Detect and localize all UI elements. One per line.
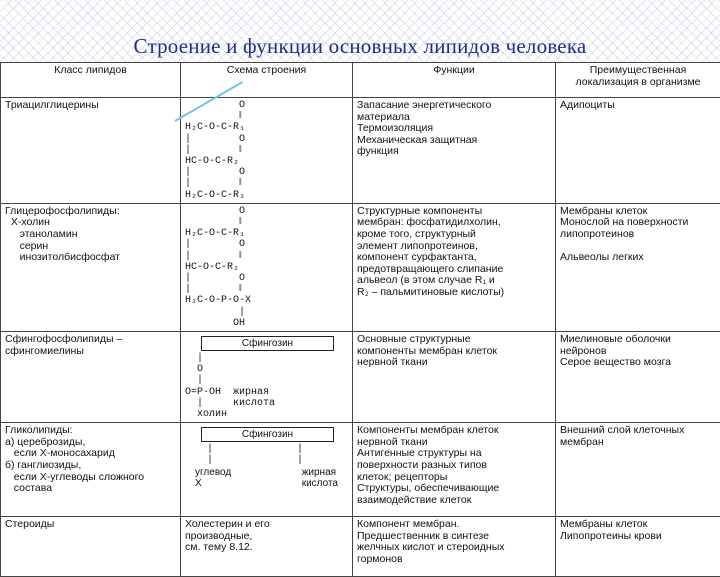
text-line: Альвеолы легких <box>560 252 716 264</box>
text-line: Серое вещество мозга <box>560 357 716 369</box>
header-function: Функции <box>353 63 556 98</box>
formula-line: | O <box>185 273 348 284</box>
text-line: производные, <box>185 531 348 543</box>
leg-line: кислота <box>302 478 338 489</box>
slide-title: Строение и функции основных липидов человека <box>0 34 720 59</box>
table-header-row <box>1 63 720 98</box>
row-location-cell <box>556 203 720 331</box>
text-line: элемент липопротеинов, <box>357 241 551 253</box>
leg-line: жирная <box>302 467 338 478</box>
row-location-cell <box>556 98 720 204</box>
row-class-cell <box>1 332 181 423</box>
row-class-cell <box>1 423 181 517</box>
row-scheme-cell <box>181 517 353 577</box>
text-line: Запасание энергетического <box>357 100 551 112</box>
text-line: серин <box>5 241 176 253</box>
leg-line: X <box>195 478 231 489</box>
scheme-formula <box>185 100 348 201</box>
formula-line: O=P-OH жирная <box>185 387 348 398</box>
header-class: Класс липидов <box>1 63 181 98</box>
table-row <box>1 332 720 423</box>
text-line: гормонов <box>357 554 551 566</box>
formula-line: | кислота <box>185 398 348 409</box>
row-class-cell <box>1 98 181 204</box>
text-line: альвеол (в этом случае R₁ и <box>357 275 551 287</box>
formula-line: | <box>185 353 348 364</box>
text-line: если Х-углеводы сложного <box>5 472 176 484</box>
row-function-cell <box>353 332 556 423</box>
text-line: X-холин <box>5 217 176 229</box>
text-line: б) ганглиозиды, <box>5 460 176 472</box>
lipids-table <box>0 62 720 577</box>
text-line: Гликолипиды: <box>5 425 176 437</box>
text-line: Стероиды <box>5 519 176 531</box>
leg-line: углевод <box>195 467 231 478</box>
row-scheme-cell <box>181 203 353 331</box>
formula-line: холин <box>185 409 348 420</box>
row-function-cell <box>353 423 556 517</box>
row-class-cell <box>1 203 181 331</box>
formula-line: H₂C-O-P-O-X <box>185 295 348 306</box>
text-line: Монослой на поверхности <box>560 217 716 229</box>
table-row <box>1 517 720 577</box>
formula-line: | ‖ <box>185 284 348 295</box>
formula-line: | O <box>185 239 348 250</box>
row-function-cell <box>353 203 556 331</box>
text-line: Липопротеины крови <box>560 531 716 543</box>
formula-line: | <box>185 307 348 318</box>
text-line: Глицерофосфолипиды: <box>5 206 176 218</box>
formula-line: HC-O-C-R₂ <box>185 262 348 273</box>
text-line: а) цереброзиды, <box>5 437 176 449</box>
row-class-cell <box>1 517 181 577</box>
row-location-cell <box>556 517 720 577</box>
sphingosine-box: Сфингозин <box>201 336 334 351</box>
text-line: Антигенные структуры на <box>357 448 551 460</box>
text-line: Сфингофосфолипиды – <box>5 334 176 346</box>
text-line: Механическая защитная <box>357 135 551 147</box>
text-line: желчных кислот и стероидных <box>357 542 551 554</box>
text-line: нервной ткани <box>357 437 551 449</box>
table-row <box>1 423 720 517</box>
row-class-line: Триацилглицерины <box>5 100 176 112</box>
text-line: мембран: фосфатидилхолин, <box>357 217 551 229</box>
row-function-cell <box>353 517 556 577</box>
leg-fatty-acid <box>302 467 338 489</box>
row-location-cell <box>556 332 720 423</box>
leg-carbohydrate <box>195 467 231 489</box>
text-line: Компоненты мембран клеток <box>357 425 551 437</box>
header-location: Преимущественная локализация в организме <box>556 63 720 98</box>
text-line: инозитолбисфосфат <box>5 252 176 264</box>
text-line: взаимодействие клеток <box>357 495 551 507</box>
text-line: функция <box>357 146 551 158</box>
text-line: Холестерин и его <box>185 519 348 531</box>
row-function-cell <box>353 98 556 204</box>
row-location-cell <box>556 423 720 517</box>
scheme-formula <box>185 353 348 420</box>
text-line: клеток; рецепторы <box>357 472 551 484</box>
sphingosine-box: Сфингозин <box>201 427 334 442</box>
table-row <box>1 98 720 204</box>
formula-line: | O <box>185 134 348 145</box>
header-scheme: Схема строения <box>181 63 353 98</box>
formula-line: H₂C-O-C-R₁ <box>185 122 348 133</box>
text-line: нервной ткани <box>357 357 551 369</box>
text-line: компоненты мембран клеток <box>357 346 551 358</box>
formula-line: O <box>185 206 348 217</box>
text-line: материала <box>357 112 551 124</box>
scheme-bonds: | | | | <box>207 444 348 466</box>
formula-line: ‖ <box>185 111 348 122</box>
formula-line: O <box>185 364 348 375</box>
text-line: см. тему 8.12. <box>185 542 348 554</box>
text-line: компонент сурфактанта, <box>357 252 551 264</box>
formula-line: | ‖ <box>185 251 348 262</box>
scheme-formula <box>185 206 348 329</box>
text-line: сфингомиелины <box>5 346 176 358</box>
formula-line: H₂C-O-C-R₃ <box>185 190 348 201</box>
text-line: этаноламин <box>5 229 176 241</box>
text-line: Основные структурные <box>357 334 551 346</box>
formula-line: OH <box>185 318 348 329</box>
text-line: Миелиновые оболочки <box>560 334 716 346</box>
text-line: R₂ – пальмитиновые кислоты) <box>357 287 551 299</box>
table-row <box>1 203 720 331</box>
text-line: мембран <box>560 437 716 449</box>
text-line: нейронов <box>560 346 716 358</box>
formula-line: HC-O-C-R₂ <box>185 156 348 167</box>
formula-line: | ‖ <box>185 178 348 189</box>
text-line: поверхности разных типов <box>357 460 551 472</box>
text-line: Термоизоляция <box>357 123 551 135</box>
formula-line: O <box>185 100 348 111</box>
text-line: Структуры, обеспечивающие <box>357 483 551 495</box>
row-scheme-cell <box>181 423 353 517</box>
row-scheme-cell <box>181 98 353 204</box>
text-line: Предшественник в синтезе <box>357 531 551 543</box>
text-line: Мембраны клеток <box>560 519 716 531</box>
formula-line: | ‖ <box>185 145 348 156</box>
formula-line: H₂C-O-C-R₁ <box>185 228 348 239</box>
formula-line: | O <box>185 167 348 178</box>
text-line: предотвращающего слипание <box>357 264 551 276</box>
text-line: если Х-моносахарид <box>5 448 176 460</box>
text-line: Структурные компоненты <box>357 206 551 218</box>
scheme-legs <box>195 467 338 489</box>
row-scheme-cell <box>181 332 353 423</box>
text-line: липопротеинов <box>560 229 716 241</box>
formula-line: ‖ <box>185 217 348 228</box>
text-line: кроме того, структурный <box>357 229 551 241</box>
text-line: Внешний слой клеточных <box>560 425 716 437</box>
text-line: Компонент мембран. <box>357 519 551 531</box>
text-line: Адипоциты <box>560 100 716 112</box>
formula-line: | <box>185 375 348 386</box>
text-line: Мембраны клеток <box>560 206 716 218</box>
text-line: состава <box>5 483 176 495</box>
